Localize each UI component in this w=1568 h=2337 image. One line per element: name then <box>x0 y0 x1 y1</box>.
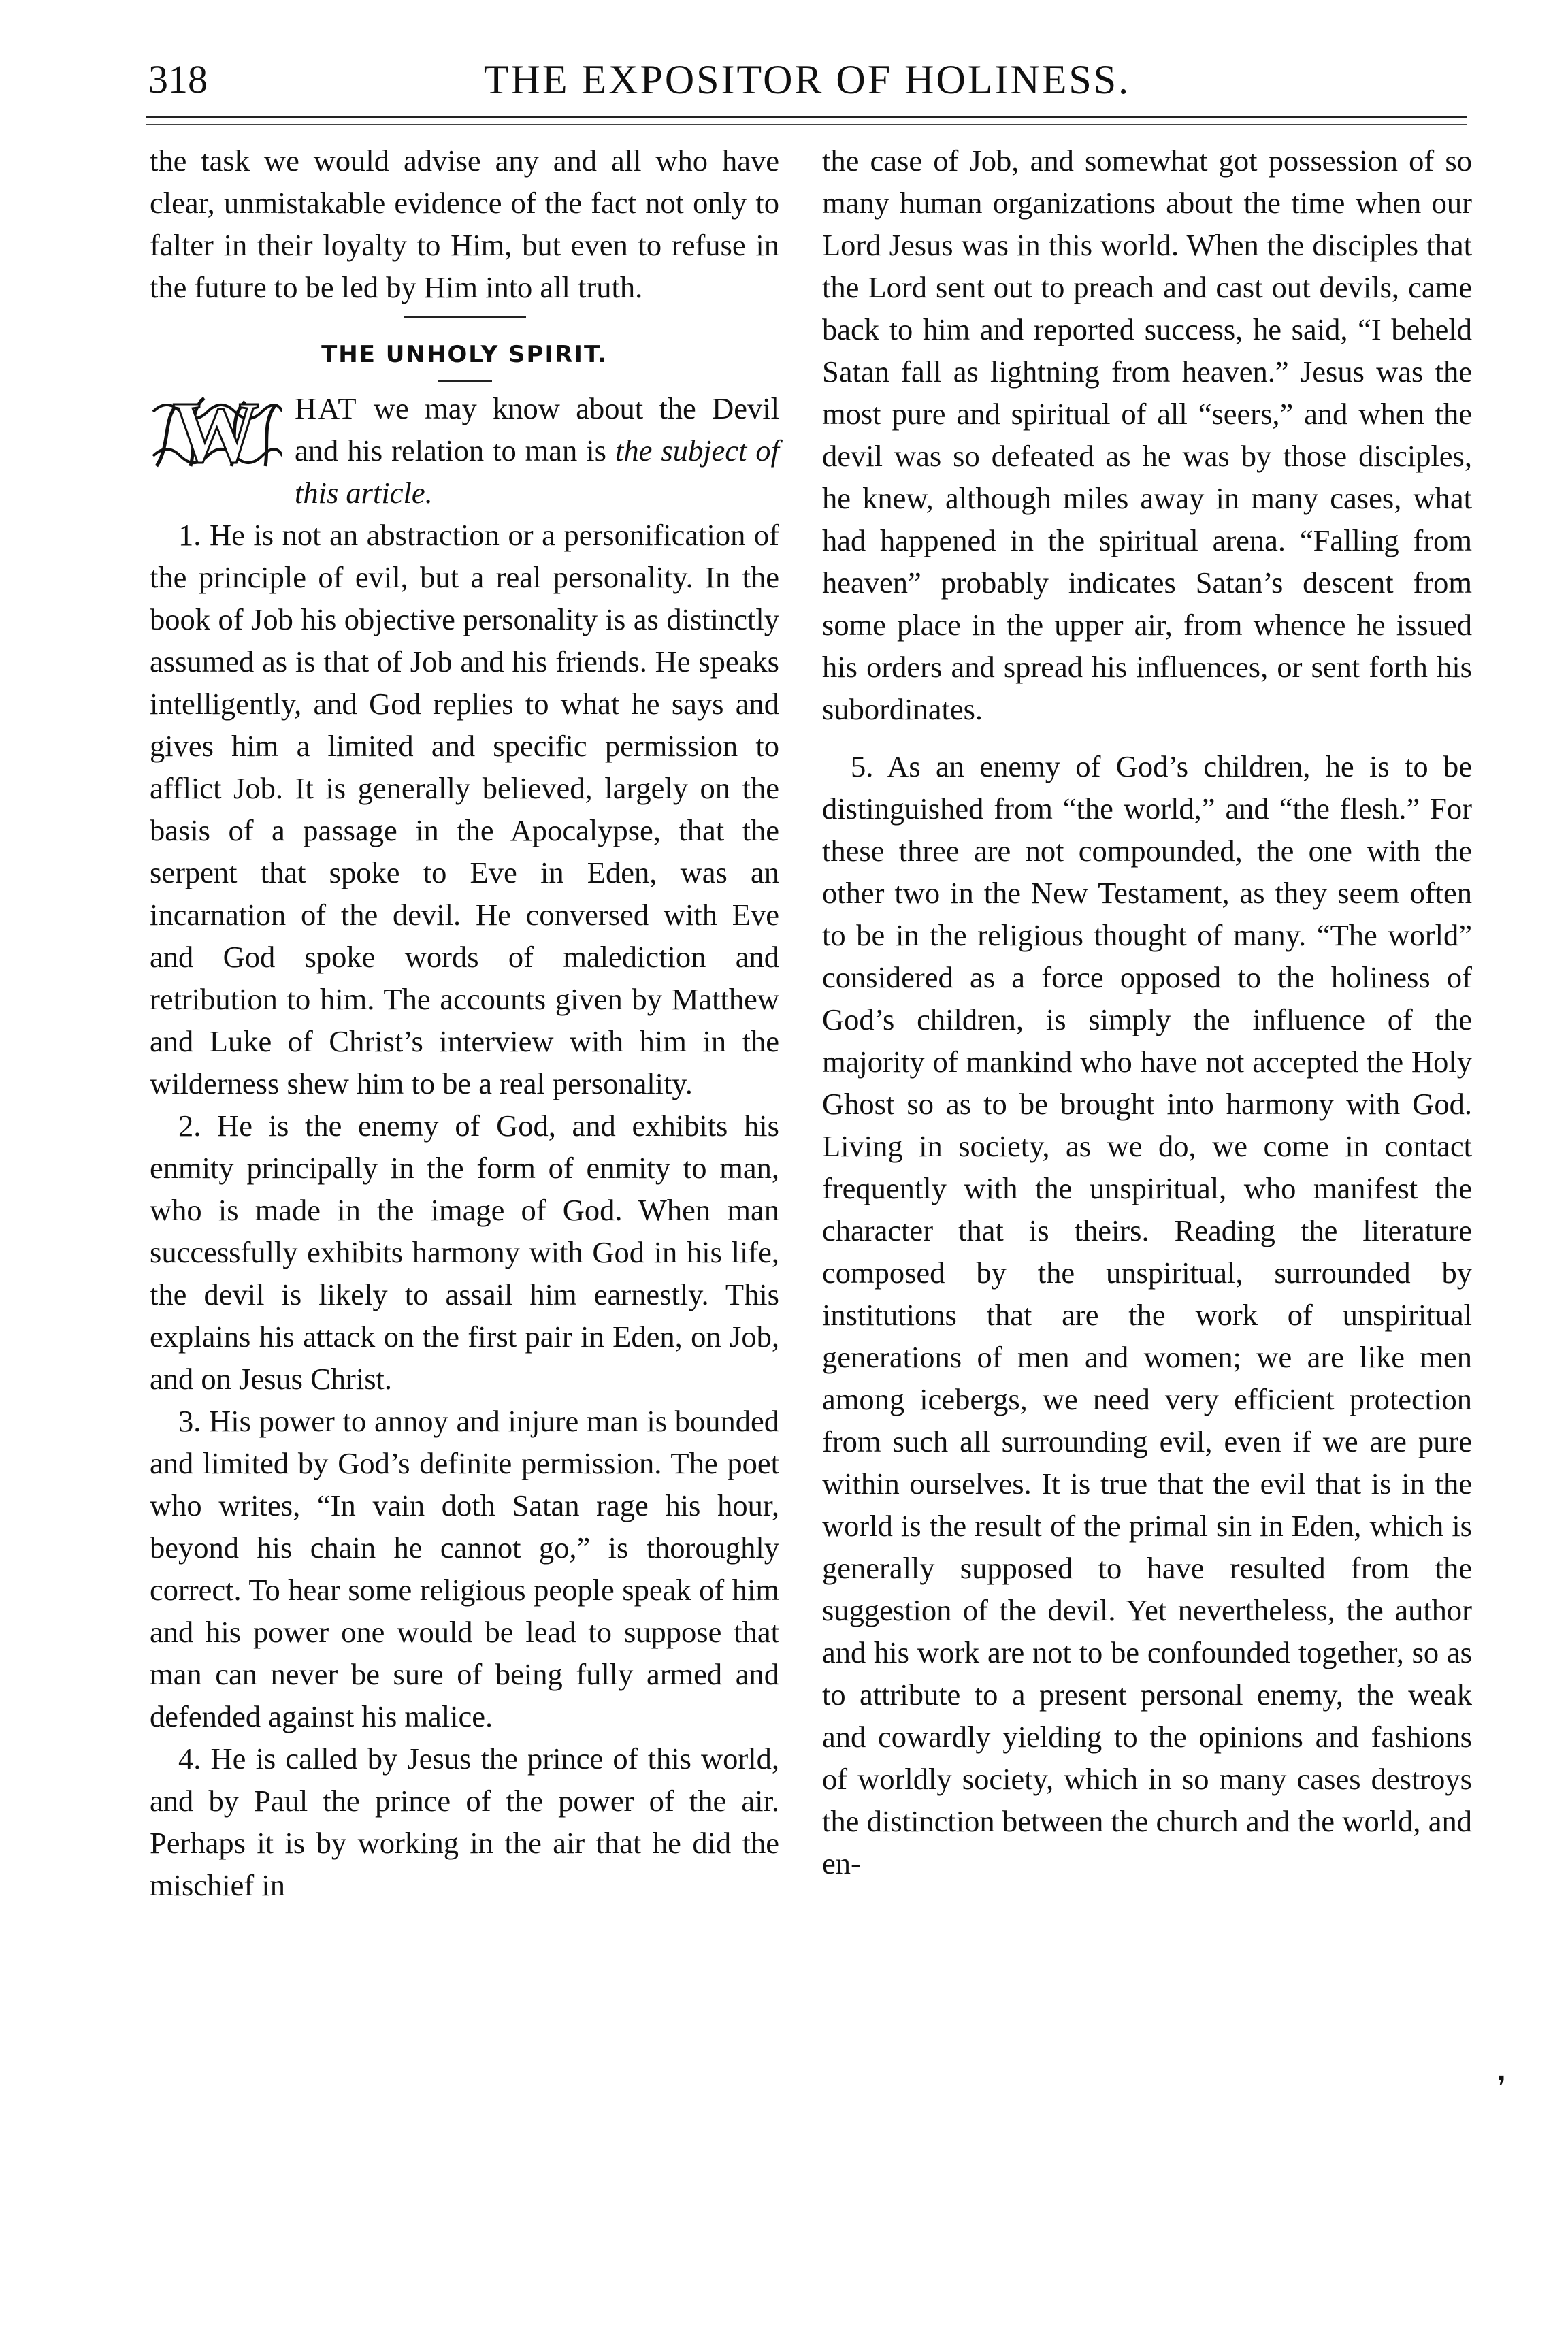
drop-cap-letter: W <box>172 384 260 480</box>
continuation-paragraph: the case of Job, and somewhat got possession of so many human organizations about the time when our Lord Jesus was in this world. When the disciples that the Lord sent out to preach and cast out devils, came back to him and reported success, he said, “I beheld Satan fall as lightning from heaven.” Jesus was the most pure and spiritual of all “seers,” and when the devil was so defeated as he was by those disciples, he knew, although miles away in many cases, what had happened in the spiritual arena. “Falling from heaven” probably indicates Satan’s descent from some place in the upper air, from whence he issued his orders and spread his influences, or sent forth his subordinates. <box>822 144 1472 726</box>
page-number: 318 <box>148 57 208 101</box>
numbered-paragraph-2: 2. He is the enemy of God, and exhibits his enmity principally in the form of enmity to man, who is made in the image of God. When man successfully exhibits harmony with God in his life, the devil is likely to assail him earnestly. This explains his attack on the first pair in Eden, on Job, and on Jesus Christ. <box>150 1109 779 1396</box>
ornamental-drop-cap <box>150 384 282 480</box>
running-title: THE EXPOSITOR OF HOLINESS. <box>483 57 1131 102</box>
header-rule-secondary <box>146 124 1467 125</box>
header-rule <box>146 116 1467 118</box>
page-header <box>148 49 1466 110</box>
section-rule-top <box>404 316 526 318</box>
numbered-paragraph-4: 4. He is called by Jesus the prince of this world, and by Paul the prince of the power of the air. Perhaps it is by working in the air that he did the mischief in <box>150 1742 779 1902</box>
section-rule-bottom <box>438 380 492 382</box>
numbered-paragraph-1: 1. He is not an abstraction or a personification of the principle of evil, but a real personality. In the book of Job his objective personality is as distinctly assumed as is that of Job and his friends. He speaks intelligently, and God replies to what he says and gives him a limited and specific permission to afflict Job. It is generally believed, largely on the basis of a passage in the Apocalypse, that the serpent that spoke to Eve in Eden, was an incarnation of the devil. He conversed with Eve and God spoke words of malediction and retribution to him. The accounts given by Matthew and Luke of Christ’s interview with him in the wilderness shew him to be a real personality. <box>150 518 779 1100</box>
section-heading: THE UNHOLY SPIRIT. <box>321 341 608 368</box>
numbered-paragraph-5: 5. As an enemy of God’s children, he is to be distinguished from “the world,” and “the flesh.” For these three are not compounded, the one with the other two in the New Testament, as they seem often to be in the religious thought of many. “The world” considered as a force opposed to the holiness of God’s children, is simply the influence of the majority of mankind who have not accepted the Holy Ghost so as to be brought into harmony with God. Living in society, as we do, we come in contact frequently with the unspiritual, who manifest the character that is theirs. Reading the literature composed by the unspiritual, surrounded by institutions that are the work of unspiritual generations of men and women; we are like men among icebergs, we need very efficient protection from such all surrounding evil, even if we are pure within ourselves. It is true that the evil that is in the world is the result of the primal sin in Eden, which is generally supposed to have resulted from the suggestion of the devil. Yet nevertheless, the author and his work are not to be confounded together, so as to attribute to a present personal enemy, the weak and cowardly yielding to the opinions and fashions of worldly society, which in so many cases destroys the distinction between the church and the world, and en- <box>822 749 1472 1880</box>
left-column <box>150 140 779 1906</box>
intro-lead-caps: HAT <box>295 391 358 425</box>
intro-paragraph <box>150 384 779 514</box>
intro-text: we may know about the Devil and his relation to man is <box>295 391 779 468</box>
numbered-paragraph-3: 3. His power to annoy and injure man is bounded and limited by God’s definite permission. The poet who writes, “In vain doth Satan rage his hour, beyond his chain he cannot go,” is thoroughly correct. To hear some religious people speak of him and his power one would be lead to suppose that man can never be sure of being fully armed and defended against his malice. <box>150 1404 779 1733</box>
intro-italic-text: the subject of this article. <box>295 434 779 510</box>
margin-mark: ❜ <box>1497 2071 1506 2102</box>
right-column <box>822 140 1472 1884</box>
continuation-paragraph: the task we would advise any and all who have clear, unmistakable evidence of the fact not only to falter in their loyalty to Him, but even to refuse in the future to be led by Him into all truth. <box>150 144 779 304</box>
